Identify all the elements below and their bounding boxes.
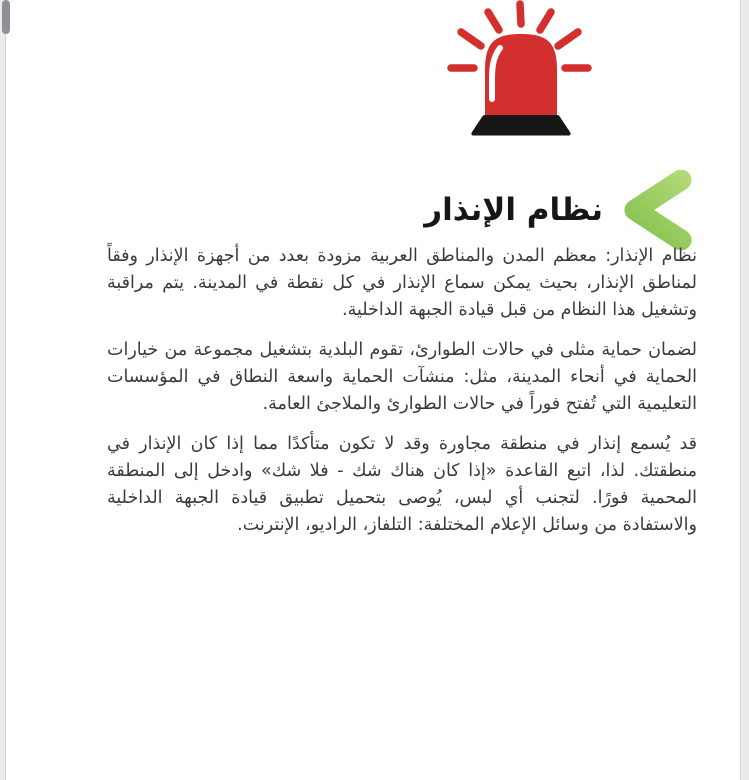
paragraph-alarm-overview: نظام الإنذار: معظم المدن والمناطق العربية مزودة بعدد من أجهزة الإنذار وفقاً لمناطق الإنذار، بحيث يمكن سماع الإنذار في كل نقطة في المدينة. يتم مراقبة وتشغيل هذا النظام من قبل قيادة الجبهة الداخلية. — [107, 246, 697, 320]
left-gutter — [0, 0, 6, 780]
paragraph-alarm-advice: قد يُسمع إنذار في منطقة مجاورة وقد لا تكون متأكدًا مما إذا كان الإنذار في منطقتك. لذا، اتبع القاعدة «إذا كان هناك شك - فلا شك» وادخل إلى المنطقة المحمية فورًا. لتجنب أي لبس، يُوصى بتحميل تطبيق قيادة الجبهة الداخلية والاستفادة من وسائل الإعلام المختلفة: التلفاز، الراديو، الإنترنت. — [107, 434, 697, 535]
siren-alarm-icon — [447, 0, 592, 136]
article-body — [107, 243, 697, 552]
paragraph-protection-options: لضمان حماية مثلى في حالات الطوارئ، تقوم البلدية بتشغيل مجموعة من خيارات الحماية في أنحاء المدينة، مثل: منشآت الحماية واسعة النطاق في المؤسسات التعليمية التي تُفتح فوراً في حالات الطوارئ والملاجئ العامة. — [107, 340, 697, 414]
chevron-left-icon — [621, 170, 697, 250]
siren-base — [471, 115, 570, 136]
siren-dome — [485, 34, 557, 117]
section-header — [424, 170, 697, 250]
vertical-scrollbar-thumb[interactable] — [2, 0, 10, 34]
right-gutter — [740, 0, 749, 780]
page-title: نظام الإنذار — [424, 191, 603, 228]
